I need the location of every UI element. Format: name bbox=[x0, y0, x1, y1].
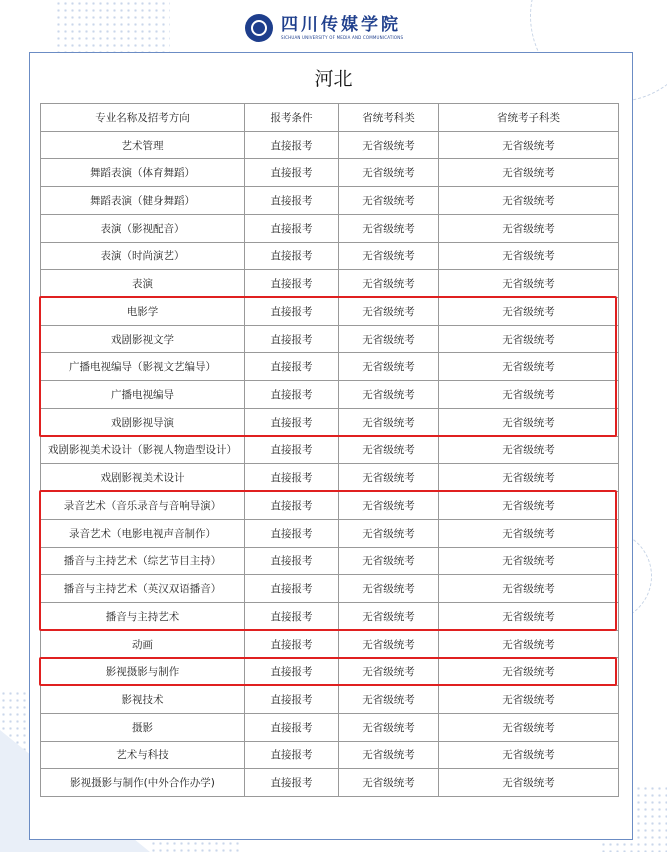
table-cell: 无省级统考 bbox=[439, 464, 619, 492]
table-row bbox=[41, 242, 619, 270]
table-row bbox=[41, 298, 619, 326]
table-row bbox=[41, 575, 619, 603]
page-title: 河北 bbox=[314, 68, 353, 90]
table-cell: 无省级统考 bbox=[339, 630, 439, 658]
table-cell: 直接报考 bbox=[245, 492, 339, 520]
table-cell: 无省级统考 bbox=[339, 575, 439, 603]
table-row bbox=[41, 214, 619, 242]
table-cell: 无省级统考 bbox=[339, 325, 439, 353]
table-cell: 直接报考 bbox=[245, 519, 339, 547]
table-cell: 无省级统考 bbox=[339, 492, 439, 520]
table-cell: 戏剧影视美术设计（影视人物造型设计） bbox=[41, 436, 245, 464]
table-cell: 无省级统考 bbox=[439, 686, 619, 714]
table-row bbox=[41, 159, 619, 187]
table-cell: 摄影 bbox=[41, 713, 245, 741]
table-row bbox=[41, 381, 619, 409]
table-cell: 无省级统考 bbox=[439, 492, 619, 520]
table-cell: 直接报考 bbox=[245, 713, 339, 741]
table-cell: 播音与主持艺术（综艺节目主持） bbox=[41, 547, 245, 575]
table-cell: 无省级统考 bbox=[339, 131, 439, 159]
table-cell: 直接报考 bbox=[245, 602, 339, 630]
table-cell: 直接报考 bbox=[245, 686, 339, 714]
table-cell: 戏剧影视文学 bbox=[41, 325, 245, 353]
table-cell: 无省级统考 bbox=[339, 464, 439, 492]
table-cell: 录音艺术（电影电视声音制作） bbox=[41, 519, 245, 547]
school-emblem-icon bbox=[245, 14, 273, 42]
table-row bbox=[41, 686, 619, 714]
table-cell: 直接报考 bbox=[245, 658, 339, 686]
table-row bbox=[41, 492, 619, 520]
table-row bbox=[41, 602, 619, 630]
table-row bbox=[41, 630, 619, 658]
table-cell: 艺术管理 bbox=[41, 131, 245, 159]
table-cell: 无省级统考 bbox=[439, 769, 619, 797]
table-cell: 录音艺术（音乐录音与音响导演） bbox=[41, 492, 245, 520]
table-cell: 广播电视编导 bbox=[41, 381, 245, 409]
table-cell: 无省级统考 bbox=[339, 270, 439, 298]
table-cell: 直接报考 bbox=[245, 630, 339, 658]
table-cell: 无省级统考 bbox=[339, 298, 439, 326]
table-header-row bbox=[41, 104, 619, 132]
table-cell: 表演（影视配音） bbox=[41, 214, 245, 242]
dot-pattern-top-left bbox=[55, 0, 170, 60]
table-cell: 播音与主持艺术（英汉双语播音） bbox=[41, 575, 245, 603]
table-row bbox=[41, 353, 619, 381]
table-row bbox=[41, 547, 619, 575]
table-cell: 无省级统考 bbox=[439, 270, 619, 298]
table-cell: 无省级统考 bbox=[439, 741, 619, 769]
table-row bbox=[41, 187, 619, 215]
table-cell: 无省级统考 bbox=[339, 547, 439, 575]
table-cell: 无省级统考 bbox=[439, 436, 619, 464]
table-cell: 无省级统考 bbox=[339, 214, 439, 242]
table-cell: 直接报考 bbox=[245, 353, 339, 381]
table-cell: 无省级统考 bbox=[439, 658, 619, 686]
table-row bbox=[41, 741, 619, 769]
table-cell: 表演（时尚演艺） bbox=[41, 242, 245, 270]
table-cell: 无省级统考 bbox=[439, 547, 619, 575]
table-cell: 无省级统考 bbox=[439, 630, 619, 658]
column-header: 省统考科类 bbox=[339, 104, 439, 132]
table-cell: 无省级统考 bbox=[339, 408, 439, 436]
table-cell: 直接报考 bbox=[245, 381, 339, 409]
table-cell: 影视摄影与制作 bbox=[41, 658, 245, 686]
table-cell: 影视摄影与制作(中外合作办学) bbox=[41, 769, 245, 797]
table-cell: 动画 bbox=[41, 630, 245, 658]
table-cell: 无省级统考 bbox=[339, 187, 439, 215]
admission-table bbox=[40, 103, 619, 797]
table-cell: 直接报考 bbox=[245, 436, 339, 464]
table-row bbox=[41, 658, 619, 686]
table-cell: 直接报考 bbox=[245, 131, 339, 159]
table-cell: 艺术与科技 bbox=[41, 741, 245, 769]
table-cell: 无省级统考 bbox=[439, 187, 619, 215]
table-cell: 播音与主持艺术 bbox=[41, 602, 245, 630]
table-row bbox=[41, 436, 619, 464]
table-cell: 直接报考 bbox=[245, 408, 339, 436]
table-row bbox=[41, 131, 619, 159]
table-cell: 无省级统考 bbox=[439, 602, 619, 630]
table-cell: 无省级统考 bbox=[339, 436, 439, 464]
table-cell: 直接报考 bbox=[245, 547, 339, 575]
table-cell: 无省级统考 bbox=[339, 686, 439, 714]
table-cell: 无省级统考 bbox=[439, 713, 619, 741]
table-cell: 无省级统考 bbox=[439, 575, 619, 603]
table-cell: 直接报考 bbox=[245, 242, 339, 270]
school-name-cn: 四川传媒学院 bbox=[281, 14, 401, 35]
table-cell: 无省级统考 bbox=[339, 741, 439, 769]
table-row bbox=[41, 519, 619, 547]
school-name-en: SICHUAN UNIVERSITY OF MEDIA AND COMMUNICATIONS bbox=[281, 34, 404, 40]
table-cell: 直接报考 bbox=[245, 464, 339, 492]
table-cell: 直接报考 bbox=[245, 270, 339, 298]
table-cell: 无省级统考 bbox=[339, 353, 439, 381]
table-cell: 无省级统考 bbox=[339, 769, 439, 797]
table-cell: 影视技术 bbox=[41, 686, 245, 714]
table-cell: 无省级统考 bbox=[439, 242, 619, 270]
school-logo bbox=[245, 12, 403, 44]
table-cell: 无省级统考 bbox=[439, 408, 619, 436]
table-cell: 直接报考 bbox=[245, 325, 339, 353]
table-cell: 广播电视编导（影视文艺编导） bbox=[41, 353, 245, 381]
table-cell: 无省级统考 bbox=[339, 519, 439, 547]
table-row bbox=[41, 769, 619, 797]
table-cell: 无省级统考 bbox=[439, 214, 619, 242]
table-cell: 无省级统考 bbox=[339, 381, 439, 409]
table-cell: 直接报考 bbox=[245, 298, 339, 326]
table-cell: 戏剧影视导演 bbox=[41, 408, 245, 436]
table-cell: 无省级统考 bbox=[439, 353, 619, 381]
table-row bbox=[41, 270, 619, 298]
table-row bbox=[41, 325, 619, 353]
table-cell: 电影学 bbox=[41, 298, 245, 326]
table-cell: 无省级统考 bbox=[439, 131, 619, 159]
table-row bbox=[41, 408, 619, 436]
table-cell: 无省级统考 bbox=[339, 242, 439, 270]
column-header: 省统考子科类 bbox=[439, 104, 619, 132]
table-cell: 无省级统考 bbox=[339, 159, 439, 187]
table-cell: 舞蹈表演（健身舞蹈） bbox=[41, 187, 245, 215]
table-row bbox=[41, 464, 619, 492]
table-row bbox=[41, 713, 619, 741]
table-cell: 无省级统考 bbox=[439, 325, 619, 353]
table-cell: 无省级统考 bbox=[439, 519, 619, 547]
table-cell: 戏剧影视美术设计 bbox=[41, 464, 245, 492]
table-cell: 无省级统考 bbox=[339, 602, 439, 630]
table-cell: 表演 bbox=[41, 270, 245, 298]
table-cell: 无省级统考 bbox=[439, 381, 619, 409]
table-cell: 无省级统考 bbox=[439, 159, 619, 187]
column-header: 专业名称及招考方向 bbox=[41, 104, 245, 132]
table-cell: 直接报考 bbox=[245, 187, 339, 215]
table-cell: 无省级统考 bbox=[339, 713, 439, 741]
column-header: 报考条件 bbox=[245, 104, 339, 132]
table-cell: 直接报考 bbox=[245, 214, 339, 242]
table-cell: 直接报考 bbox=[245, 159, 339, 187]
table-cell: 舞蹈表演（体育舞蹈） bbox=[41, 159, 245, 187]
table-cell: 直接报考 bbox=[245, 741, 339, 769]
table-cell: 无省级统考 bbox=[439, 298, 619, 326]
table-cell: 直接报考 bbox=[245, 769, 339, 797]
table-cell: 无省级统考 bbox=[339, 658, 439, 686]
table-cell: 直接报考 bbox=[245, 575, 339, 603]
